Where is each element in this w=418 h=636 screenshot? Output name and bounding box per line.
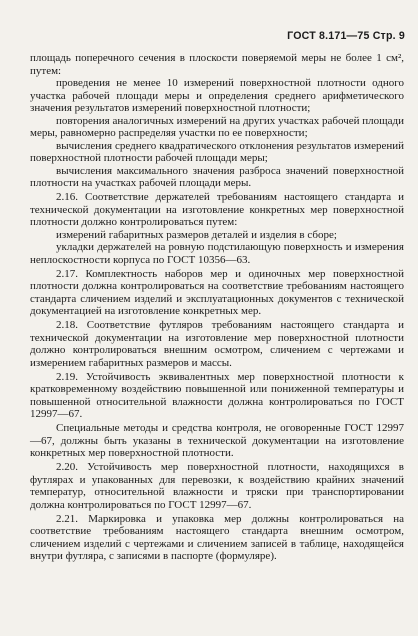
paragraph: укладки держателей на ровную подстилающую поверхность и измерения неплоскостности корпуса по ГОСТ 10356—63. bbox=[30, 241, 404, 266]
section-2-18: 2.18. Соответствие футляров требованиям настоящего стандарта и технической документации на изготовление мер поверхностной плотности должно контролироваться внешним осмотром, сличением с чертежами и измерением габаритных размеров и массы. bbox=[30, 319, 404, 369]
paragraph: вычисления максимального значения разброса значений поверхностной плотности на участках рабочей площади меры. bbox=[30, 164, 404, 189]
page-number: Стр. 9 bbox=[372, 30, 405, 42]
paragraph: проведения не менее 10 измерений поверхностной плотности одного участка рабочей площади меры и определения среднего арифметического значения результатов измерений поверхностной плотности; bbox=[30, 77, 404, 114]
paragraph: вычисления среднего квадратического отклонения результатов измерений поверхностной плотности рабочей площади меры; bbox=[30, 139, 404, 164]
paragraph: площадь поперечного сечения в плоскости поверяемой меры не более 1 см², путем: bbox=[30, 52, 404, 77]
section-2-17: 2.17. Комплектность наборов мер и одиночных мер поверхностной плотности должна контролироваться на соответствие требованиям настоящего стандарта сличением изделий и эксплуатационных документов с технической документацией на изготовление конкретных мер. bbox=[30, 267, 404, 317]
page-header bbox=[287, 30, 405, 42]
paragraph: повторения аналогичных измерений на других участках рабочей площади меры, равномерно распределяя участки по ее поверхности; bbox=[30, 114, 404, 139]
section-2-21: 2.21. Маркировка и упаковка мер должны контролироваться на соответствие требованиям настоящего стандарта внешним осмотром, сличением изделий с чертежами и сличением записей в таблице, находящейся внутри футляра, с записями в паспорте (формуляре). bbox=[30, 512, 404, 562]
section-2-19: 2.19. Устойчивость эквивалентных мер поверхностной плотности к кратковременному воздействию повышенной или пониженной температуры и повышенной относительной влажности должна контролироваться по ГОСТ 12997—67. bbox=[30, 370, 404, 420]
paragraph: измерений габаритных размеров деталей и изделия в сборе; bbox=[56, 228, 337, 241]
paragraph: Специальные методы и средства контроля, не оговоренные ГОСТ 12997—67, должны быть указаны в технической документации на изготовление конкретных мер поверхностной плотности. bbox=[30, 422, 404, 459]
standard-number: ГОСТ 8.171—75 bbox=[287, 30, 370, 42]
section-2-20: 2.20. Устойчивость мер поверхностной плотности, находящихся в футлярах и упакованных для перевозки, к воздействию крайних значений температур, относительной влажности и тряски при транспортировании должна контролироваться по ГОСТ 12997—67. bbox=[30, 461, 404, 511]
document-body bbox=[30, 52, 404, 563]
section-2-16: 2.16. Соответствие держателей требованиям настоящего стандарта и технической документации на изготовление конкретных мер поверхностной плотности должно контролироваться путем: bbox=[30, 191, 404, 228]
